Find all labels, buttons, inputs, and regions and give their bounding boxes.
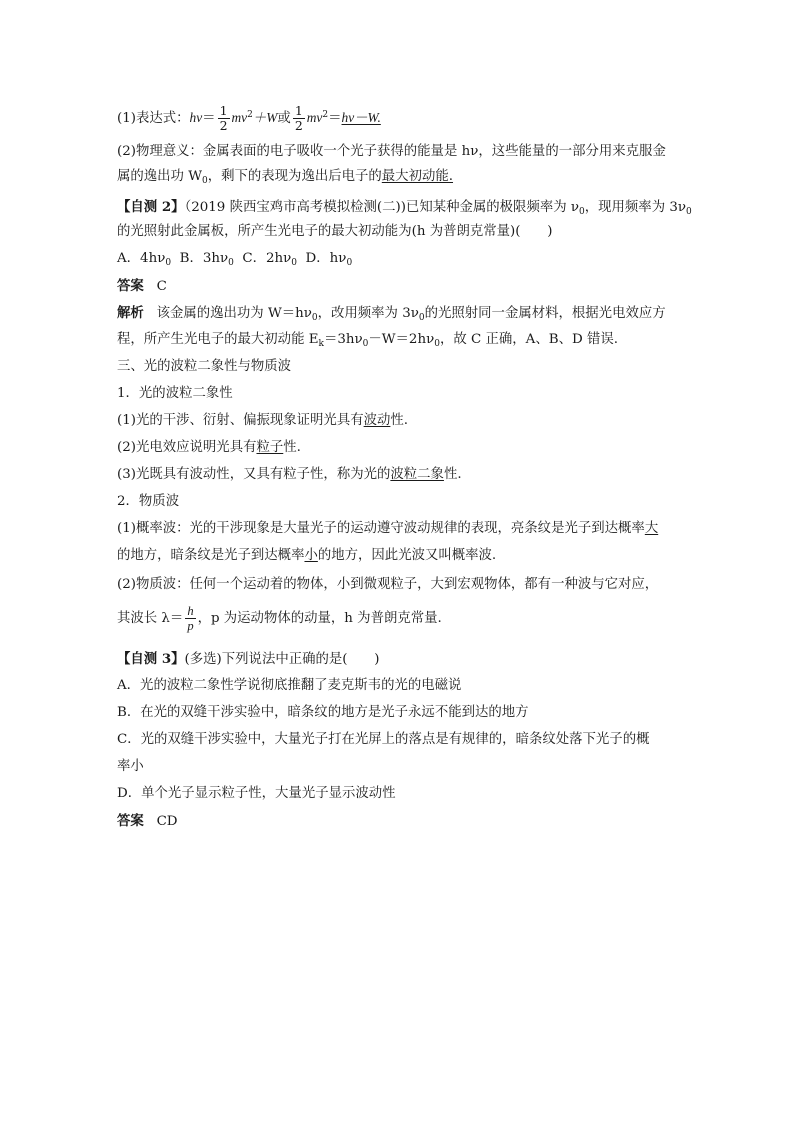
answer-value: C [156,279,167,294]
subscript: 0 [165,258,172,268]
subscript: 0 [362,339,369,349]
option-b: B．3hν [179,251,229,266]
answer-3 [117,812,178,831]
fraction-den: 2 [219,118,228,133]
explanation-line-2 [117,331,618,353]
subscript: 0 [346,258,353,268]
text-segment: （2019 陕西宝鸡市高考模拟检测(二))已知某种金属的极限频率为 ν [184,200,580,215]
answer-blank: 波粒二象 [390,467,444,482]
subsection-heading-1: 1．光的波粒二象性 [117,386,233,401]
subscript: k [318,339,324,349]
matter-wave-line-2 [117,604,442,633]
option-a: A．4hν [117,251,166,266]
text-segment: ，剩下的表现为逸出后电子的 [207,169,382,184]
explanation-line-1 [117,304,666,327]
text-segment: 性. [283,440,301,455]
fraction-num: h [187,604,194,618]
meaning-line-1: (2)物理意义：金属表面的电子吸收一个光子获得的能量是 hν，这些能量的一部分用来克服金 [117,144,666,159]
formula-answer: hν－W. [341,110,381,125]
text-segment: ，现用频率为 3ν [584,200,687,215]
text-segment: 性. [390,413,409,428]
answer-blank: 波动 [363,413,391,428]
option-d-line: D．单个光子显示粒子性，大量光子显示波动性 [117,786,396,801]
text-segment: (1)概率波：光的干涉现象是大量光子的运动遵守波动规律的表现，亮条纹是光子到达概率 [117,521,645,536]
text-segment: ，p 为运动物体的动量，h 为普朗克常量. [197,611,442,626]
text-segment: (多选)下列说法中正确的是( ) [184,652,380,667]
fraction-half-2 [293,104,305,133]
subscript: 0 [228,258,234,268]
formula-or: 或 [277,111,291,126]
self-test-2-options [117,250,352,272]
text-segment: 属的逸出功 W [117,169,202,184]
answer-label: 答案 [117,813,144,829]
answer-value: CD [156,814,178,829]
text-segment: －W＝2hν [368,332,435,347]
text-segment: ＝3hν [323,332,363,347]
answer-blank: 粒子 [256,440,284,455]
self-test-3-line [117,650,380,669]
subscript: 0 [311,313,318,323]
text-segment: ，故 C 正确，A、B、D 错误. [439,332,619,347]
text-segment: 程，所产生光电子的最大初动能 E [117,332,319,347]
formula-square: 2 [247,110,253,120]
answer-blank: 大 [644,521,659,536]
subscript: 0 [434,339,440,349]
section-heading-3: 三、光的波粒二象性与物质波 [117,359,292,374]
probability-wave-line-1 [117,520,658,538]
text-segment: (2)光电效应说明光具有 [117,440,257,455]
formula-eq: ＝ [202,111,216,126]
subscript: 0 [686,207,692,217]
answer-blank: 小 [304,548,318,563]
text-segment: 的地方，因此光波又叫概率波. [317,548,497,563]
fraction-num: 1 [294,103,303,118]
explanation-label: 解析 [117,305,144,321]
answer-2 [117,277,167,296]
formula-mv: mv [306,110,323,125]
subscript: 0 [418,313,425,323]
subscript: 0 [579,207,585,217]
text-segment: 该金属的逸出功为 W＝hν [156,306,312,321]
meaning-line-2 [117,168,453,190]
option-b-line: B．在光的双缝干涉实验中，暗条纹的地方是光子永远不能到达的地方 [117,705,529,720]
formula-plus-w: ＋W [252,110,278,125]
formula-mv: mv [231,110,248,125]
text-segment: ，改用频率为 3ν [317,306,419,321]
formula-line [117,104,381,133]
fraction-h-over-p [185,604,195,633]
fraction-den: p [187,619,194,633]
fraction-den: 2 [294,118,303,133]
formula-prefix: (1)表达式： [117,111,190,126]
self-test-tag: 【自测 3】 [117,651,185,667]
matter-wave-line-1: (2)物质波：任何一个运动着的物体，小到微观粒子，大到宏观物体，都有一种波与它对应， [117,577,659,592]
option-a-line: A．光的波粒二象性学说彻底推翻了麦克斯韦的光的电磁说 [117,678,462,693]
wave-particle-line-2 [117,439,301,457]
answer-blank: 最大初动能. [381,169,454,184]
text-segment: 的地方，暗条纹是光子到达概率 [117,548,305,563]
subscript: 0 [201,176,208,186]
option-d: D．hν [305,251,347,266]
self-test-2-line-2: 的光照射此金属板，所产生光电子的最大初动能为(h 为普朗克常量)( ) [117,224,553,239]
option-c: C．2hν [242,251,292,266]
formula-square: 2 [322,110,329,120]
fraction-num: 1 [219,103,228,118]
text-segment: (1)光的干涉、衍射、偏振现象证明光具有 [117,413,364,428]
subsection-heading-2: 2．物质波 [117,494,180,509]
option-c-line-2: 率小 [117,759,144,774]
subscript: 0 [291,258,298,268]
option-c-line-1: C．光的双缝干涉实验中，大量光子打在光屏上的落点是有规律的，暗条纹处落下光子的概 [117,732,650,747]
formula-eq: ＝ [328,111,342,126]
fraction-half [218,104,230,133]
text-segment: 性. [443,467,462,482]
answer-label: 答案 [117,278,144,294]
formula-hv: hν [189,110,203,125]
self-test-2-line-1 [117,198,692,221]
text-segment: 其波长 λ＝ [117,611,184,626]
self-test-tag: 【自测 2】 [117,199,185,215]
text-segment: (3)光既具有波动性，又具有粒子性，称为光的 [117,467,391,482]
probability-wave-line-2 [117,547,496,565]
wave-particle-line-1 [117,412,408,430]
text-segment: 的光照射同一金属材料，根据光电效应方 [424,306,666,321]
wave-particle-line-3 [117,466,462,484]
